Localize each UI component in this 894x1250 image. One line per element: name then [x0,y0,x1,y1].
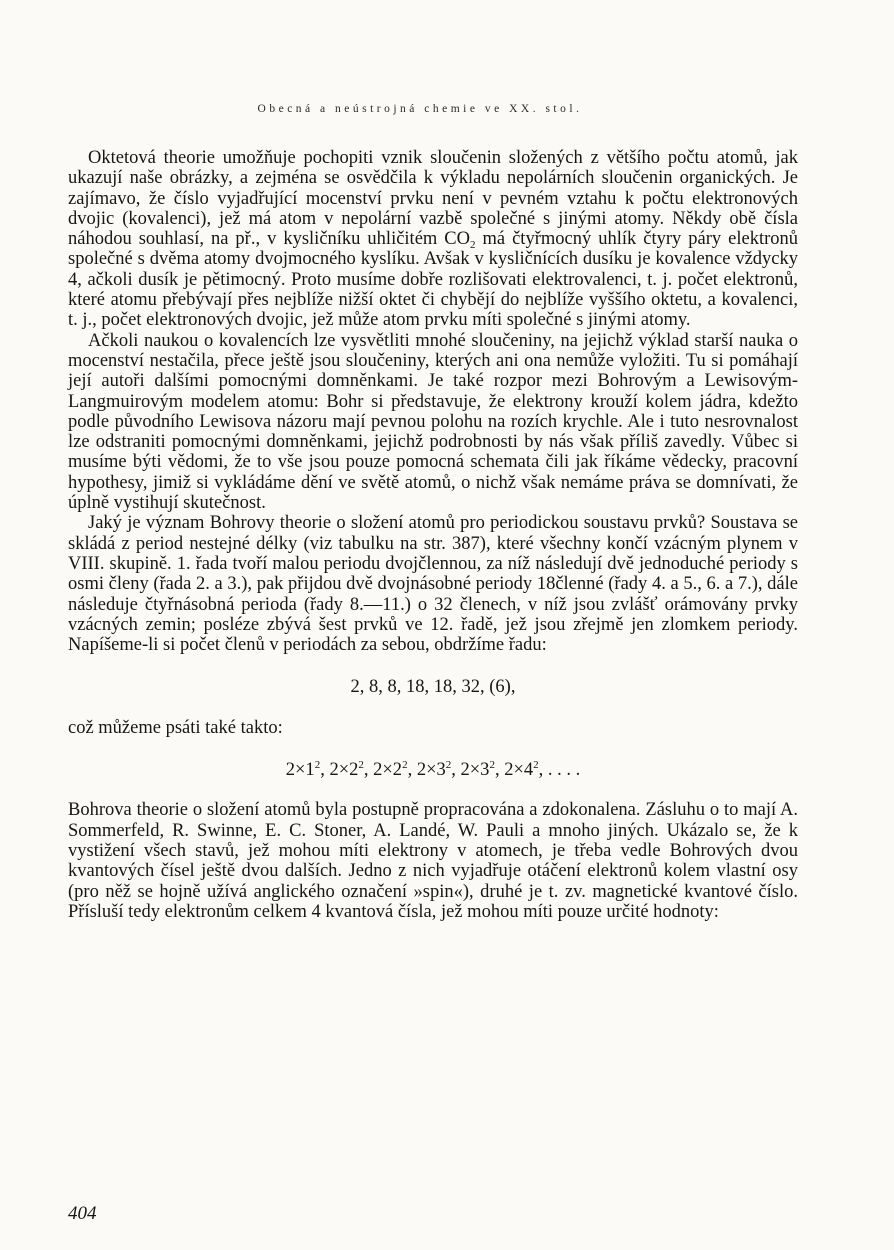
exponent-6: 2 [533,759,539,772]
paragraph-quantum-numbers: Bohrova theorie o složení atomů byla postupně propracována a zdokonalena. Zásluhu o to mají A. Sommerfeld, R. Swinne, E. C. Stoner, A. Landé, W. Pauli a mnoho jiných. Ukázalo se, že k vystižení všech stavů, jež mohou míti elektrony v atomech, je třeba vedle Bohrových dvou kvantových čísel ještě dvou dalších. Jedno z nich vyjadřuje otáčení elektronů kolem vlastní osy (pro něž se hojně užívá anglického označení »spin«), druhé je t. zv. magnetické kvantové číslo. Přísluší tedy elektronům celkem 4 kvantová čísla, jež mohou míti pouze určité hodnoty: [68,800,798,922]
running-head: Obecná a neústrojná chemie ve XX. stol. [257,103,583,115]
period-length-sequence: 2, 8, 8, 18, 18, 32, (6), [350,677,516,698]
term-3: , 2×2 [363,760,403,781]
co2-subscript: 2 [470,239,476,252]
power-series-formula [68,738,798,800]
term-2: , 2×2 [320,760,359,781]
lead-in-text: což můžeme psáti také takto: [68,717,283,738]
term-5: , 2×3 [451,760,490,781]
exponent-5: 2 [489,759,495,772]
term-4: , 2×3 [407,760,446,781]
exponent-1: 2 [314,759,321,772]
exponent-4: 2 [445,759,452,772]
body-text [68,148,798,922]
series-ellipsis: , . . . . [538,760,581,781]
exponent-3: 2 [402,759,408,772]
paragraph-octet-theory-part2: má čtyřmocný uhlík čtyry páry elektronů společné s dvěma atomy dvojmocného kyslíku. Avšak v kysličnících dusíku je kovalence vždycky 4, ačkoli dusík je pětimocný. Proto musíme dobře rozlišovati elektrovalenci, t. j. počet elektronů, které atomu přebývají přes nejblíže nižší oktet či chybějí do nejblíže vyššího oktetu, a kovalenci, t. j., počet elektronových dvojic, jež může atom prvku míti společné s jinými atomy. [68,229,798,331]
paragraph-octet-theory [68,148,798,331]
paragraph-octet-theory-part1: Oktetová theorie umožňuje pochopiti vznik sloučenin složených z většího počtu atomů, jak ukazují naše obrázky, a zejména se osvědčila k výkladu nepolárních sloučenin organických. Je zajímavo, že číslo vyjadřující mocenství prvku není v pevném vztahu k počtu elektronových dvojic (kovalenci), jež má atom v nepolární vazbě společné s jinými atomy. Někdy obě čísla náhodou souhlasí, na př., v kysličníku uhličitém CO [68,148,798,250]
paragraph-periodic-system: Jaký je význam Bohrovy theorie o složení atomů pro periodickou soustavu prvků? Soustava se skládá z period nestejné délky (viz tabulku na str. 387), které všechny končí vzácným plynem v VIII. skupině. 1. řada tvoří malou periodu dvojčlennou, za níž následují dvě jednoduché periody s osmi členy (řada 2. a 3.), pak přijdou dvě dvojnásobné periody 18členné (řady 4. a 5., 6. a 7.), dále následuje čtyřnásobná perioda (řady 8.—11.) o 32 členech, v níž jsou zvlášť orámovány prvky vzácných zemin; posléze zbývá šest prvků ve 12. řadě, jež jsou zřejmě jen zlomkem periody. Napíšeme-li si počet členů v periodách za sebou, obdržíme řadu: [68,513,798,656]
paragraph-covalence: Ačkoli naukou o kovalencích lze vysvětliti mnohé sloučeniny, na jejichž výklad starší nauka o mocenství nestačila, přece ještě jsou sloučeniny, kterých ani ona nemůže vyložiti. Tu si pomáhají její autoři dalšími pomocnými domněnkami. Je také rozpor mezi Bohrovým a Lewisovým-Langmuirovým modelem atomu: Bohr si představuje, že elektrony krouží kolem jádra, kdežto podle původního Lewisova názoru mají pevnou polohu na rozích krychle. Ale i tuto nesrovnalost lze odstraniti pomocnými domněnkami, jejichž podrobnosti by nás však příliš zavedly. Vůbec si musíme býti vědomi, že to vše jsou pouze pomocná schemata čili jak říkáme vědecky, pracovní hypothesy, jimiž si vykládáme dění ve světě atomů, o nichž však nemáme práva se domnívati, že úplně vystihují skutečnost. [68,330,798,514]
exponent-2: 2 [358,759,364,772]
term-1: 2×1 [285,760,315,781]
term-6: , 2×4 [494,760,534,781]
page-number: 404 [68,1203,97,1224]
